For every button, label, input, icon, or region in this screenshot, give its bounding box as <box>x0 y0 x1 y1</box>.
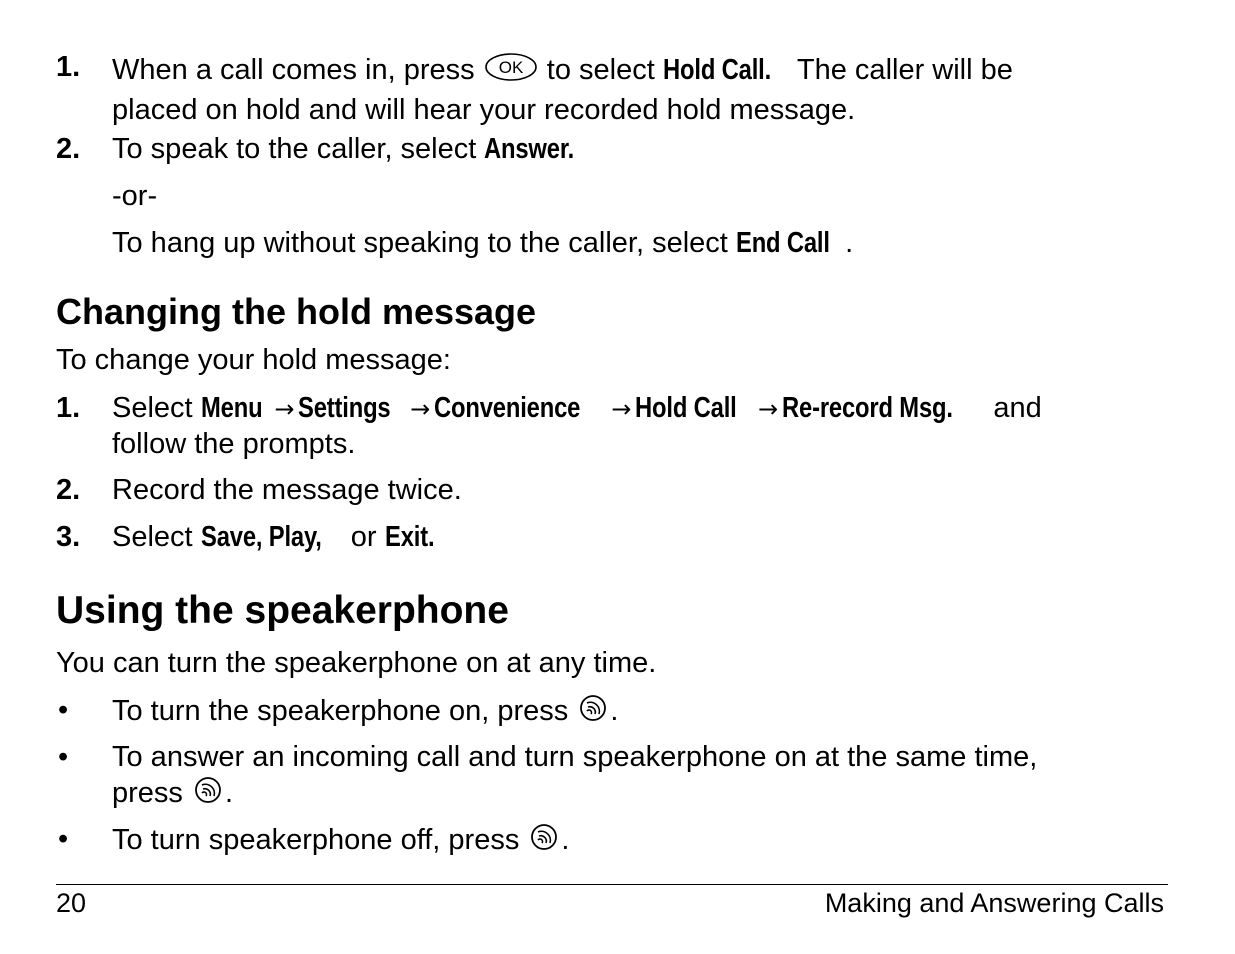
step-number: 1. <box>56 51 81 83</box>
changing-step-3 <box>56 520 1176 555</box>
arrow-icon: → <box>410 395 431 423</box>
arrow-icon: → <box>758 395 779 423</box>
changing-intro: To change your hold message: <box>56 344 451 376</box>
period: . <box>224 777 234 810</box>
arrow-icon: → <box>274 395 295 423</box>
step-text: follow the prompts. <box>112 428 356 460</box>
ok-key-label: OK <box>498 58 523 77</box>
step-text: To answer an incoming call and turn speakerphone on at the same time, <box>112 741 1038 773</box>
menu-path-item: Hold Call <box>635 392 737 424</box>
speakerphone-key-icon <box>527 822 561 861</box>
page-number: 20 <box>56 888 87 918</box>
menu-path-item: Settings <box>298 392 391 424</box>
period: . <box>561 824 570 857</box>
speaker-bullet-3 <box>56 822 1176 861</box>
step-text: to select <box>546 54 655 87</box>
bullet-icon: • <box>58 694 69 726</box>
step-number: 1. <box>56 392 81 424</box>
menu-path-item: Menu <box>200 392 263 424</box>
step-text: Record the message twice. <box>112 474 462 506</box>
bullet-icon: • <box>58 741 69 773</box>
step-text: When a call comes in, press <box>112 54 475 87</box>
arrow-icon: → <box>611 395 632 423</box>
or-text: -or- <box>112 180 158 212</box>
hangup-text <box>112 226 853 261</box>
speakerphone-key-icon <box>191 775 225 814</box>
speakerphone-intro: You can turn the speakerphone on at any time. <box>56 647 657 679</box>
changing-step-2 <box>56 473 1176 508</box>
step-text: or <box>350 521 377 553</box>
speakerphone-heading: Using the speakerphone <box>56 589 509 632</box>
step-text: The caller will be <box>796 54 1013 87</box>
ok-key-icon <box>483 50 539 93</box>
footer-rule <box>56 884 1168 885</box>
hold-step-1 <box>56 50 1176 128</box>
speakerphone-key-icon <box>576 693 610 732</box>
speaker-bullet-2 <box>56 740 1176 814</box>
step-text: and <box>993 392 1042 424</box>
answer-command: Answer. <box>484 133 575 165</box>
bullet-icon: • <box>58 823 69 855</box>
step-number: 2. <box>56 133 81 165</box>
exit-command: Exit. <box>384 521 434 553</box>
step-text: To hang up without speaking to the caller, select <box>112 227 728 259</box>
hold-call-command: Hold Call. <box>662 54 771 87</box>
hold-step-2 <box>56 132 1176 167</box>
menu-path-item: Convenience <box>434 392 581 424</box>
step-number: 3. <box>56 521 81 553</box>
end-call-command: End Call <box>735 227 830 259</box>
changing-heading: Changing the hold message <box>56 291 537 332</box>
step-text: press <box>112 777 183 810</box>
step-text: Select <box>112 392 193 424</box>
step-text: Select <box>112 521 193 553</box>
step-text: To speak to the caller, select <box>112 133 477 165</box>
step-text: To turn the speakerphone on, press <box>112 695 569 728</box>
section-title: Making and Answering Calls <box>824 888 1164 918</box>
period: . <box>845 227 854 259</box>
menu-path-item: Re-record Msg. <box>782 392 953 424</box>
changing-step-1 <box>56 391 1176 462</box>
speaker-bullet-1 <box>56 693 1176 732</box>
step-text: placed on hold and will hear your recorded hold message. <box>112 94 856 126</box>
save-play-command: Save, Play, <box>200 521 322 553</box>
step-text: To turn speakerphone off, press <box>112 824 520 857</box>
step-number: 2. <box>56 474 81 506</box>
period: . <box>610 695 619 728</box>
